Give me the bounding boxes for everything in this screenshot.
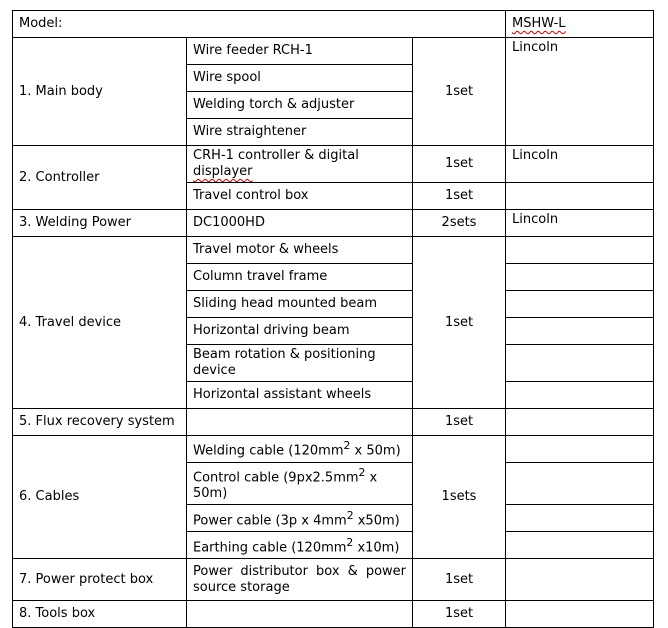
qty-cell: 1sets	[413, 436, 506, 559]
item-cell: Earthing cable ($120mm^2$ x10m)	[187, 532, 413, 559]
model-label: Model:	[13, 11, 506, 38]
group-tools-box: 8. Tools box	[13, 601, 187, 628]
table-row	[13, 38, 654, 65]
qty-cell: 1set	[413, 409, 506, 436]
item-cell: Wire spool	[187, 65, 413, 92]
brand-cell	[506, 237, 654, 264]
item-cell	[187, 601, 413, 628]
brand-cell	[506, 291, 654, 318]
item-cell: DC1000HD	[187, 210, 413, 237]
item-line: source storage	[193, 579, 290, 595]
item-cell: Wire straightener	[187, 119, 413, 146]
item-cell: Control cable ($9px2.5mm^2$ x 50m)	[187, 463, 413, 505]
qty-cell: 1set	[413, 601, 506, 628]
table-row	[13, 210, 654, 237]
table-row	[13, 436, 654, 463]
brand-cell	[506, 409, 654, 436]
equipment-table	[12, 10, 654, 628]
group-power-protect: 7. Power protect box	[13, 559, 187, 601]
group-welding-power: 3. Welding Power	[13, 210, 187, 237]
table-row	[13, 146, 654, 183]
qty-cell: 1set	[413, 38, 506, 146]
brand-cell	[506, 601, 654, 628]
brand-cell	[506, 463, 654, 505]
table-row	[13, 237, 654, 264]
item-cell	[187, 559, 413, 601]
brand-cell	[506, 318, 654, 345]
item-cell: Horizontal driving beam	[187, 318, 413, 345]
brand-cell	[506, 264, 654, 291]
qty-cell: 1set	[413, 559, 506, 601]
model-value: MSHW-L	[506, 11, 654, 38]
qty-cell: 1set	[413, 183, 506, 210]
item-cell: Wire feeder RCH-1	[187, 38, 413, 65]
item-cell: Welding torch & adjuster	[187, 92, 413, 119]
brand-cell: Lincoln	[506, 38, 654, 146]
qty-cell: 1set	[413, 237, 506, 409]
group-flux-recovery: 5. Flux recovery system	[13, 409, 187, 436]
group-travel-device: 4. Travel device	[13, 237, 187, 409]
brand-cell: Lincoln	[506, 146, 654, 183]
qty-cell: 1set	[413, 146, 506, 183]
table-row	[13, 559, 654, 601]
brand-cell	[506, 559, 654, 601]
item-cell: Beam rotation & positioning device	[187, 345, 413, 382]
group-controller: 2. Controller	[13, 146, 187, 210]
brand-cell	[506, 505, 654, 532]
qty-cell: 2sets	[413, 210, 506, 237]
group-cables: 6. Cables	[13, 436, 187, 559]
brand-cell	[506, 532, 654, 559]
item-cell	[187, 409, 413, 436]
item-cell: Column travel frame	[187, 264, 413, 291]
group-main-body: 1. Main body	[13, 38, 187, 146]
item-cell: Welding cable ($120mm^2$ x 50m)	[187, 436, 413, 463]
item-cell: Travel motor & wheels	[187, 237, 413, 264]
item-cell: Horizontal assistant wheels	[187, 382, 413, 409]
table-row-model	[13, 11, 654, 38]
brand-cell	[506, 345, 654, 382]
brand-cell: Lincoln	[506, 210, 654, 237]
table-row	[13, 409, 654, 436]
item-cell: Power cable (3p x $4mm^2$ x50m)	[187, 505, 413, 532]
item-cell: CRH-1 controller & digital displayer	[187, 146, 413, 183]
brand-cell	[506, 436, 654, 463]
item-line: Power distributor box & power	[193, 563, 406, 579]
item-cell: Travel control box	[187, 183, 413, 210]
table-row	[13, 601, 654, 628]
brand-cell	[506, 183, 654, 210]
brand-cell	[506, 382, 654, 409]
item-cell: Sliding head mounted beam	[187, 291, 413, 318]
